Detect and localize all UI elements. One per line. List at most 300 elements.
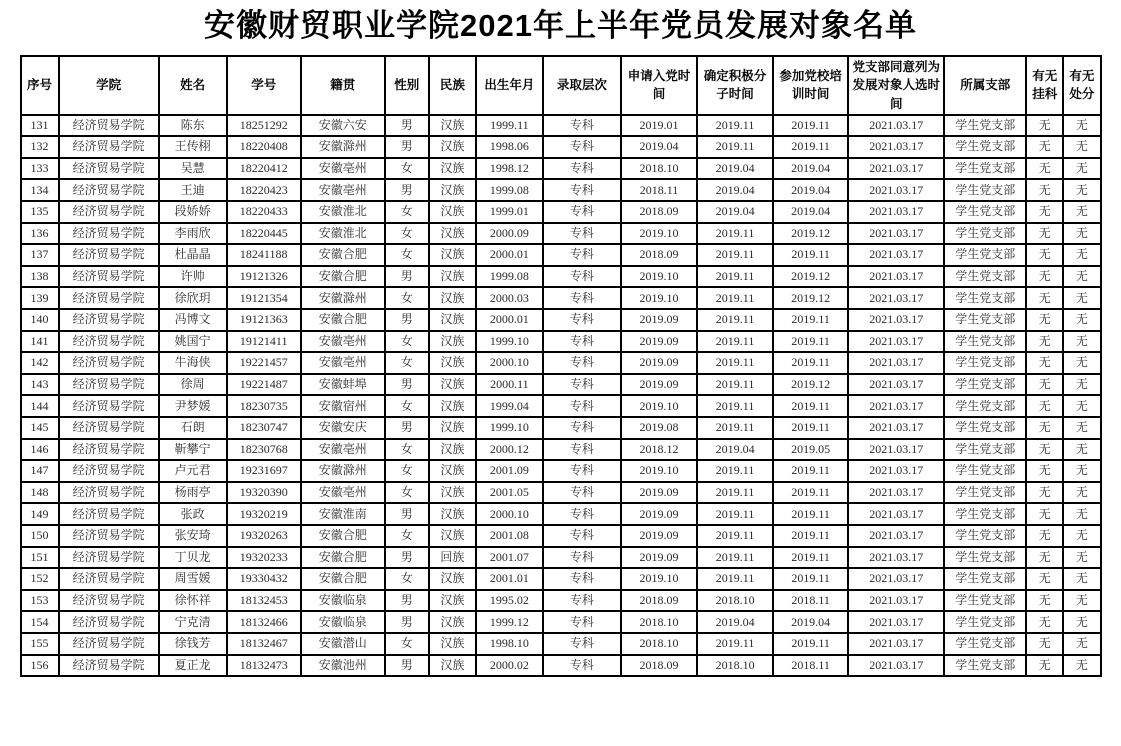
- table-cell: 经济贸易学院: [59, 611, 159, 633]
- table-cell: 1998.10: [476, 633, 543, 655]
- table-cell: 安徽滁州: [301, 287, 385, 309]
- table-cell: 131: [21, 115, 59, 137]
- table-cell: 汉族: [429, 309, 476, 331]
- table-cell: 2019.11: [773, 309, 848, 331]
- table-cell: 男: [385, 590, 429, 612]
- column-header-3: 姓名: [159, 56, 227, 114]
- table-cell: 2019.11: [773, 136, 848, 158]
- table-cell: 2019.09: [621, 525, 697, 547]
- table-cell: 学生党支部: [944, 374, 1026, 396]
- table-cell: 149: [21, 503, 59, 525]
- table-row: [21, 633, 1101, 655]
- table-row: [21, 547, 1101, 569]
- table-cell: 无: [1026, 287, 1063, 309]
- table-cell: 冯博文: [159, 309, 227, 331]
- table-cell: 夏正龙: [159, 655, 227, 677]
- table-cell: 2019.11: [697, 460, 773, 482]
- table-cell: 学生党支部: [944, 266, 1026, 288]
- table-cell: 2018.09: [621, 201, 697, 223]
- table-cell: 男: [385, 417, 429, 439]
- page-title: 安徽财贸职业学院2021年上半年党员发展对象名单: [204, 8, 917, 43]
- table-cell: 安徽亳州: [301, 482, 385, 504]
- table-cell: 无: [1063, 352, 1100, 374]
- table-cell: 2019.09: [621, 331, 697, 353]
- table-cell: 19320219: [227, 503, 301, 525]
- table-cell: 2019.11: [697, 352, 773, 374]
- table-row: [21, 611, 1101, 633]
- table-cell: 2019.04: [773, 201, 848, 223]
- table-cell: 女: [385, 395, 429, 417]
- table-cell: 2021.03.17: [848, 460, 944, 482]
- table-cell: 安徽合肥: [301, 568, 385, 590]
- table-row: [21, 331, 1101, 353]
- column-header-1: 序号: [21, 56, 59, 114]
- table-cell: 2021.03.17: [848, 352, 944, 374]
- table-cell: 140: [21, 309, 59, 331]
- table-cell: 2019.12: [773, 287, 848, 309]
- table-row: [21, 158, 1101, 180]
- table-cell: 汉族: [429, 201, 476, 223]
- table-cell: 2001.01: [476, 568, 543, 590]
- table-cell: 2019.11: [697, 395, 773, 417]
- table-cell: 学生党支部: [944, 525, 1026, 547]
- table-cell: 女: [385, 568, 429, 590]
- table-cell: 2019.11: [697, 223, 773, 245]
- column-header-9: 录取层次: [543, 56, 621, 114]
- table-cell: 2019.04: [773, 179, 848, 201]
- table-cell: 2001.08: [476, 525, 543, 547]
- table-cell: 女: [385, 439, 429, 461]
- table-cell: 无: [1026, 633, 1063, 655]
- table-cell: 1999.11: [476, 115, 543, 137]
- table-cell: 18132467: [227, 633, 301, 655]
- table-cell: 王迪: [159, 179, 227, 201]
- table-cell: 139: [21, 287, 59, 309]
- table-cell: 专科: [543, 482, 621, 504]
- table-cell: 无: [1063, 244, 1100, 266]
- table-cell: 1998.06: [476, 136, 543, 158]
- table-cell: 安徽合肥: [301, 266, 385, 288]
- table-cell: 学生党支部: [944, 309, 1026, 331]
- table-cell: 经济贸易学院: [59, 136, 159, 158]
- table-cell: 2019.11: [697, 331, 773, 353]
- table-cell: 无: [1063, 115, 1100, 137]
- table-cell: 146: [21, 439, 59, 461]
- table-cell: 2021.03.17: [848, 633, 944, 655]
- table-cell: 无: [1063, 223, 1100, 245]
- table-cell: 2021.03.17: [848, 568, 944, 590]
- table-cell: 2018.10: [621, 158, 697, 180]
- table-cell: 专科: [543, 179, 621, 201]
- table-cell: 汉族: [429, 374, 476, 396]
- table-cell: 专科: [543, 547, 621, 569]
- table-cell: 姚国宁: [159, 331, 227, 353]
- column-header-5: 籍贯: [301, 56, 385, 114]
- table-cell: 女: [385, 352, 429, 374]
- table-cell: 无: [1026, 115, 1063, 137]
- table-cell: 女: [385, 633, 429, 655]
- table-cell: 经济贸易学院: [59, 179, 159, 201]
- table-cell: 2018.09: [621, 244, 697, 266]
- table-cell: 经济贸易学院: [59, 503, 159, 525]
- table-cell: 学生党支部: [944, 439, 1026, 461]
- table-cell: 专科: [543, 136, 621, 158]
- table-cell: 2019.09: [621, 547, 697, 569]
- table-cell: 2019.04: [697, 158, 773, 180]
- table-cell: 安徽宿州: [301, 395, 385, 417]
- table-cell: 安徽合肥: [301, 244, 385, 266]
- table-row: [21, 115, 1101, 137]
- table-cell: 19320233: [227, 547, 301, 569]
- table-cell: 男: [385, 503, 429, 525]
- table-cell: 2019.11: [773, 460, 848, 482]
- table-cell: 无: [1026, 590, 1063, 612]
- table-cell: 无: [1026, 223, 1063, 245]
- table-cell: 134: [21, 179, 59, 201]
- table-cell: 专科: [543, 287, 621, 309]
- table-cell: 专科: [543, 525, 621, 547]
- table-cell: 142: [21, 352, 59, 374]
- table-cell: 18132453: [227, 590, 301, 612]
- table-cell: 2019.12: [773, 223, 848, 245]
- table-cell: 汉族: [429, 266, 476, 288]
- table-cell: 汉族: [429, 244, 476, 266]
- table-cell: 2019.11: [773, 633, 848, 655]
- table-cell: 2021.03.17: [848, 158, 944, 180]
- table-cell: 汉族: [429, 590, 476, 612]
- table-cell: 卢元君: [159, 460, 227, 482]
- table-cell: 汉族: [429, 655, 476, 677]
- column-header-11: 确定积极分子时间: [697, 56, 773, 114]
- table-cell: 19221487: [227, 374, 301, 396]
- table-cell: 2019.01: [621, 115, 697, 137]
- table-cell: 陈东: [159, 115, 227, 137]
- table-cell: 19231697: [227, 460, 301, 482]
- table-cell: 2021.03.17: [848, 590, 944, 612]
- table-row: [21, 439, 1101, 461]
- table-cell: 1999.12: [476, 611, 543, 633]
- table-cell: 2000.01: [476, 244, 543, 266]
- table-cell: 2021.03.17: [848, 395, 944, 417]
- table-cell: 无: [1026, 503, 1063, 525]
- column-header-12: 参加党校培训时间: [773, 56, 848, 114]
- table-cell: 无: [1026, 568, 1063, 590]
- table-cell: 2019.08: [621, 417, 697, 439]
- table-cell: 学生党支部: [944, 395, 1026, 417]
- table-cell: 19330432: [227, 568, 301, 590]
- table-cell: 2019.12: [773, 374, 848, 396]
- table-cell: 2019.12: [773, 266, 848, 288]
- table-cell: 徐怀祥: [159, 590, 227, 612]
- table-cell: 2000.03: [476, 287, 543, 309]
- table-cell: 18132473: [227, 655, 301, 677]
- table-cell: 安徽蚌埠: [301, 374, 385, 396]
- table-cell: 经济贸易学院: [59, 417, 159, 439]
- table-cell: 2000.11: [476, 374, 543, 396]
- table-cell: 学生党支部: [944, 655, 1026, 677]
- table-cell: 2019.11: [697, 547, 773, 569]
- table-cell: 18230747: [227, 417, 301, 439]
- table-cell: 2021.03.17: [848, 287, 944, 309]
- table-cell: 148: [21, 482, 59, 504]
- table-cell: 无: [1026, 201, 1063, 223]
- table-cell: 安徽亳州: [301, 352, 385, 374]
- table-cell: 2019.11: [773, 244, 848, 266]
- table-cell: 2019.11: [773, 331, 848, 353]
- table-cell: 150: [21, 525, 59, 547]
- candidates-table: [20, 55, 1102, 677]
- table-cell: 专科: [543, 244, 621, 266]
- table-cell: 学生党支部: [944, 179, 1026, 201]
- table-cell: 2019.10: [621, 223, 697, 245]
- table-cell: 无: [1026, 352, 1063, 374]
- table-cell: 无: [1063, 309, 1100, 331]
- table-cell: 2019.04: [773, 158, 848, 180]
- table-cell: 2019.11: [773, 115, 848, 137]
- table-cell: 1995.02: [476, 590, 543, 612]
- table-cell: 经济贸易学院: [59, 590, 159, 612]
- table-cell: 专科: [543, 633, 621, 655]
- table-cell: 2021.03.17: [848, 223, 944, 245]
- table-cell: 学生党支部: [944, 611, 1026, 633]
- table-cell: 经济贸易学院: [59, 309, 159, 331]
- table-cell: 无: [1026, 374, 1063, 396]
- table-cell: 2021.03.17: [848, 611, 944, 633]
- table-cell: 2019.09: [621, 503, 697, 525]
- table-cell: 无: [1063, 568, 1100, 590]
- table-cell: 2021.03.17: [848, 439, 944, 461]
- table-cell: 学生党支部: [944, 547, 1026, 569]
- table-cell: 2019.11: [773, 395, 848, 417]
- table-cell: 2019.11: [697, 633, 773, 655]
- table-cell: 2018.10: [621, 611, 697, 633]
- table-cell: 2001.09: [476, 460, 543, 482]
- table-cell: 143: [21, 374, 59, 396]
- table-cell: 2019.11: [773, 417, 848, 439]
- table-cell: 无: [1063, 136, 1100, 158]
- table-cell: 2019.11: [773, 525, 848, 547]
- table-cell: 1999.10: [476, 331, 543, 353]
- table-cell: 女: [385, 287, 429, 309]
- table-cell: 专科: [543, 611, 621, 633]
- table-cell: 杜晶晶: [159, 244, 227, 266]
- table-cell: 2019.10: [621, 460, 697, 482]
- table-cell: 18230768: [227, 439, 301, 461]
- table-cell: 安徽滁州: [301, 136, 385, 158]
- table-cell: 155: [21, 633, 59, 655]
- table-cell: 19320390: [227, 482, 301, 504]
- table-cell: 151: [21, 547, 59, 569]
- table-cell: 汉族: [429, 287, 476, 309]
- table-cell: 2019.04: [773, 611, 848, 633]
- table-cell: 男: [385, 136, 429, 158]
- table-cell: 安徽亳州: [301, 439, 385, 461]
- table-cell: 安徽安庆: [301, 417, 385, 439]
- table-cell: 男: [385, 115, 429, 137]
- table-cell: 2021.03.17: [848, 115, 944, 137]
- table-row: [21, 525, 1101, 547]
- table-cell: 2018.10: [697, 590, 773, 612]
- table-cell: 专科: [543, 460, 621, 482]
- table-cell: 2019.11: [697, 568, 773, 590]
- table-cell: 无: [1026, 439, 1063, 461]
- table-cell: 无: [1026, 331, 1063, 353]
- table-cell: 无: [1026, 244, 1063, 266]
- table-cell: 2019.04: [697, 611, 773, 633]
- table-cell: 2018.09: [621, 590, 697, 612]
- table-cell: 汉族: [429, 503, 476, 525]
- table-cell: 学生党支部: [944, 331, 1026, 353]
- table-cell: 女: [385, 331, 429, 353]
- table-cell: 2000.01: [476, 309, 543, 331]
- table-cell: 经济贸易学院: [59, 244, 159, 266]
- table-cell: 学生党支部: [944, 158, 1026, 180]
- table-cell: 19121326: [227, 266, 301, 288]
- table-cell: 学生党支部: [944, 223, 1026, 245]
- table-cell: 张安琦: [159, 525, 227, 547]
- table-cell: 2021.03.17: [848, 309, 944, 331]
- table-cell: 2019.04: [697, 201, 773, 223]
- table-cell: 2018.11: [621, 179, 697, 201]
- table-cell: 19121411: [227, 331, 301, 353]
- table-cell: 无: [1063, 460, 1100, 482]
- table-cell: 经济贸易学院: [59, 201, 159, 223]
- table-cell: 2018.10: [621, 633, 697, 655]
- column-header-7: 民族: [429, 56, 476, 114]
- table-cell: 学生党支部: [944, 503, 1026, 525]
- table-cell: 2018.10: [697, 655, 773, 677]
- table-cell: 专科: [543, 352, 621, 374]
- table-row: [21, 374, 1101, 396]
- table-cell: 无: [1063, 201, 1100, 223]
- table-cell: 135: [21, 201, 59, 223]
- table-cell: 李雨欣: [159, 223, 227, 245]
- table-cell: 154: [21, 611, 59, 633]
- table-cell: 学生党支部: [944, 136, 1026, 158]
- table-cell: 经济贸易学院: [59, 374, 159, 396]
- table-cell: 安徽潜山: [301, 633, 385, 655]
- table-cell: 经济贸易学院: [59, 158, 159, 180]
- table-cell: 无: [1063, 503, 1100, 525]
- table-cell: 无: [1063, 179, 1100, 201]
- table-cell: 专科: [543, 568, 621, 590]
- table-cell: 安徽淮南: [301, 503, 385, 525]
- table-cell: 2019.10: [621, 287, 697, 309]
- table-row: [21, 482, 1101, 504]
- table-cell: 137: [21, 244, 59, 266]
- table-cell: 无: [1063, 439, 1100, 461]
- table-cell: 杨雨亭: [159, 482, 227, 504]
- table-cell: 无: [1026, 309, 1063, 331]
- table-cell: 153: [21, 590, 59, 612]
- table-cell: 专科: [543, 309, 621, 331]
- column-header-13: 党支部同意列为发展对象人选时间: [848, 56, 944, 114]
- table-cell: 经济贸易学院: [59, 287, 159, 309]
- table-cell: 无: [1026, 482, 1063, 504]
- table-cell: 无: [1063, 633, 1100, 655]
- table-cell: 经济贸易学院: [59, 633, 159, 655]
- table-cell: 汉族: [429, 331, 476, 353]
- table-cell: 女: [385, 244, 429, 266]
- table-cell: 汉族: [429, 460, 476, 482]
- table-cell: 136: [21, 223, 59, 245]
- table-cell: 经济贸易学院: [59, 331, 159, 353]
- table-cell: 徐欣玥: [159, 287, 227, 309]
- table-cell: 2019.11: [697, 374, 773, 396]
- table-cell: 靳攀宁: [159, 439, 227, 461]
- table-cell: 汉族: [429, 179, 476, 201]
- table-cell: 无: [1063, 266, 1100, 288]
- table-cell: 144: [21, 395, 59, 417]
- table-cell: 专科: [543, 115, 621, 137]
- table-cell: 汉族: [429, 482, 476, 504]
- table-cell: 汉族: [429, 395, 476, 417]
- table-cell: 经济贸易学院: [59, 568, 159, 590]
- table-cell: 2019.10: [621, 568, 697, 590]
- table-cell: 2019.11: [697, 525, 773, 547]
- table-cell: 2019.11: [697, 287, 773, 309]
- table-cell: 回族: [429, 547, 476, 569]
- table-cell: 专科: [543, 201, 621, 223]
- table-cell: 1999.08: [476, 266, 543, 288]
- table-cell: 学生党支部: [944, 633, 1026, 655]
- table-cell: 2000.09: [476, 223, 543, 245]
- table-cell: 2019.09: [621, 482, 697, 504]
- table-cell: 2021.03.17: [848, 482, 944, 504]
- table-cell: 无: [1063, 374, 1100, 396]
- table-cell: 2019.11: [697, 482, 773, 504]
- table-cell: 145: [21, 417, 59, 439]
- table-cell: 无: [1063, 331, 1100, 353]
- table-cell: 2019.11: [773, 547, 848, 569]
- table-cell: 专科: [543, 158, 621, 180]
- table-cell: 18220408: [227, 136, 301, 158]
- table-row: [21, 503, 1101, 525]
- table-cell: 段娇娇: [159, 201, 227, 223]
- table-cell: 牛海侠: [159, 352, 227, 374]
- table-cell: 王传栩: [159, 136, 227, 158]
- table-cell: 2021.03.17: [848, 201, 944, 223]
- table-cell: 无: [1063, 158, 1100, 180]
- table-cell: 经济贸易学院: [59, 460, 159, 482]
- table-cell: 丁贝龙: [159, 547, 227, 569]
- table-cell: 汉族: [429, 633, 476, 655]
- table-cell: 无: [1026, 395, 1063, 417]
- table-cell: 19221457: [227, 352, 301, 374]
- table-cell: 19121354: [227, 287, 301, 309]
- table-cell: 汉族: [429, 223, 476, 245]
- table-cell: 学生党支部: [944, 201, 1026, 223]
- table-cell: 2021.03.17: [848, 655, 944, 677]
- table-cell: 经济贸易学院: [59, 223, 159, 245]
- table-cell: 专科: [543, 590, 621, 612]
- table-cell: 学生党支部: [944, 244, 1026, 266]
- table-cell: 安徽淮北: [301, 201, 385, 223]
- table-cell: 2019.11: [697, 266, 773, 288]
- column-header-15: 有无挂科: [1026, 56, 1063, 114]
- table-cell: 尹梦媛: [159, 395, 227, 417]
- table-row: [21, 460, 1101, 482]
- table-cell: 141: [21, 331, 59, 353]
- table-cell: 许帅: [159, 266, 227, 288]
- table-cell: 2019.11: [697, 417, 773, 439]
- table-cell: 2019.11: [773, 482, 848, 504]
- table-cell: 2019.04: [621, 136, 697, 158]
- table-cell: 2018.09: [621, 655, 697, 677]
- table-cell: 2021.03.17: [848, 417, 944, 439]
- table-cell: 2021.03.17: [848, 136, 944, 158]
- table-cell: 18220423: [227, 179, 301, 201]
